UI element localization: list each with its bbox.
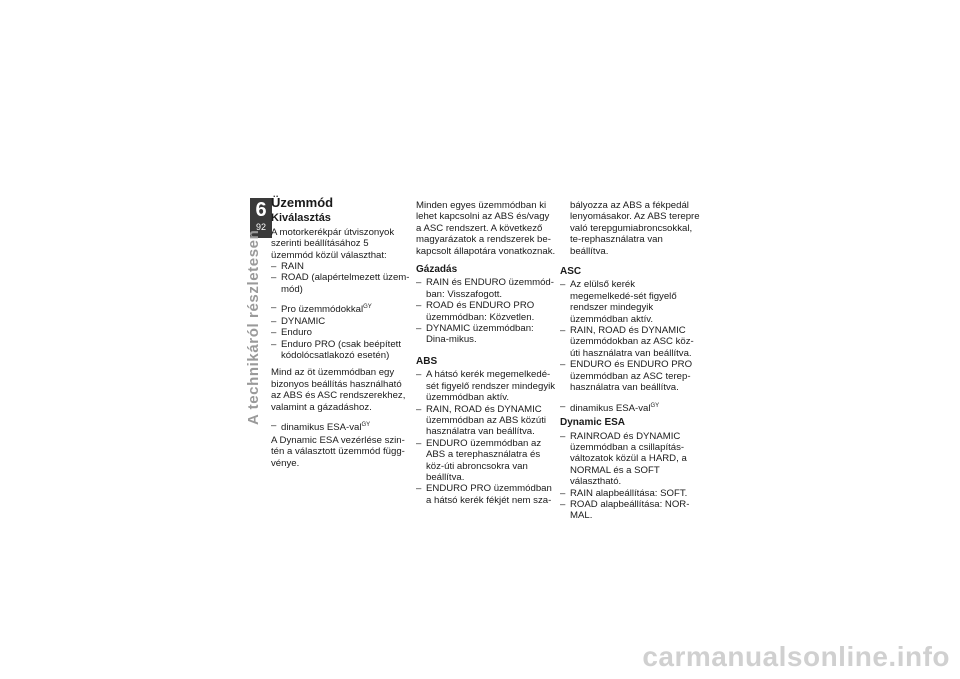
list-item: – DYNAMIC	[271, 316, 411, 327]
page-heading: Üzemmód	[271, 195, 334, 210]
body-paragraph: A Dynamic ESA vezérlése szin-tén a választott üzemmód függ-vénye.	[271, 434, 405, 469]
section-side-title: A technikáról részletesen	[245, 229, 262, 425]
list-item: – Enduro	[271, 327, 411, 338]
throttle-list	[416, 277, 556, 345]
esa-list	[271, 420, 411, 434]
list-item-text: dinamikus ESA-val	[570, 402, 651, 414]
list-item: – Enduro PRO (csak beépített kódolócsatlakozó esetén)	[271, 339, 411, 362]
intro-text: Minden egyes üzemmódban ki lehet kapcsolni az ABS és/vagy a ASC rendszert. A következő magyarázatok a rendszerek be-kapcsolt állapotára vonatkoznak.	[416, 200, 556, 257]
asc-list	[560, 279, 700, 393]
list-item: – DYNAMIC üzemmódban: Dina-mikus.	[416, 323, 556, 346]
list-item	[271, 420, 411, 434]
dynamic-esa-list	[560, 431, 700, 522]
list-item: – RAIN alapbeállítása: SOFT.	[560, 488, 700, 499]
intro-text: A motorkerékpár útviszonyok szerinti beállításához 5 üzemmód közül választhat:	[271, 226, 395, 261]
footnote-marker: GY	[361, 422, 371, 429]
list-item: – RAIN, ROAD és DYNAMIC üzemmódokban az ASC köz-úti használatra van beállítva.	[560, 325, 700, 359]
list-item: – ENDURO és ENDURO PRO üzemmódban az ASC terep-használatra van beállítva.	[560, 359, 700, 393]
continued-text: bályozza az ABS a fékpedál lenyomásakor. Az ABS terepre való terepgumiabroncsokkal, te-rephasználatra van beállítva.	[570, 200, 700, 257]
list-item: – RAIN, ROAD és DYNAMIC üzemmódban az ABS közúti használatra van beállítva.	[416, 404, 556, 438]
list-item: – A hátsó kerék megemelkedé-sét figyelő rendszer mindegyik üzemmódban aktív.	[416, 369, 556, 403]
subheading-dynamic-esa: Dynamic ESA	[560, 417, 626, 429]
pro-mode-list	[271, 302, 411, 361]
column-1	[271, 197, 411, 476]
page-number: 92	[255, 222, 266, 232]
abs-list	[416, 369, 556, 506]
footnote-marker: GY	[363, 304, 372, 311]
list-item: – ROAD alapbeállítása: NOR-MAL.	[560, 499, 700, 522]
list-item: – RAIN	[271, 261, 411, 272]
list-item	[560, 401, 700, 415]
list-item: – Az elülső kerék megemelkedé-sét figyelő rendszer mindegyik üzemmódban aktív.	[560, 279, 700, 325]
column-2	[416, 200, 556, 512]
subheading-asc: ASC	[560, 266, 582, 278]
list-item: – ENDURO PRO üzemmódban a hátsó kerék fékjét nem sza-	[416, 483, 556, 506]
column-3	[560, 200, 700, 528]
subheading-abs: ABS	[416, 355, 438, 367]
subheading-selection: Kiválasztás	[271, 212, 331, 225]
esa-list	[560, 401, 700, 415]
list-item: – ROAD (alapértelmezett üzem-mód)	[271, 272, 411, 295]
list-item-text: dinamikus ESA-val	[281, 422, 362, 434]
mode-list	[271, 261, 411, 295]
chapter-number: 6	[255, 199, 267, 221]
subheading-throttle: Gázadás	[416, 264, 458, 276]
list-item: – ENDURO üzemmódban az ABS a terephasználatra és köz-úti abroncsokra van beállítva.	[416, 438, 556, 484]
list-item-text: Pro üzemmódokkal	[281, 304, 364, 316]
body-paragraph: Mind az öt üzemmódban egy bizonyos beállítás használható az ABS és ASC rendszerekhez, valamint a gázadáshoz.	[271, 367, 406, 413]
list-item: – RAIN és ENDURO üzemmód-ban: Visszafogott.	[416, 277, 556, 300]
watermark: carmanualsonline.info	[642, 641, 950, 672]
list-item	[271, 302, 411, 316]
list-item: – RAINROAD és DYNAMIC üzemmódban a csillapítás-változatok közül a HARD, a NORMAL és a SOFT választható.	[560, 431, 700, 488]
footnote-marker: GY	[650, 402, 660, 409]
list-item: – ROAD és ENDURO PRO üzemmódban: Közvetlen.	[416, 300, 556, 323]
